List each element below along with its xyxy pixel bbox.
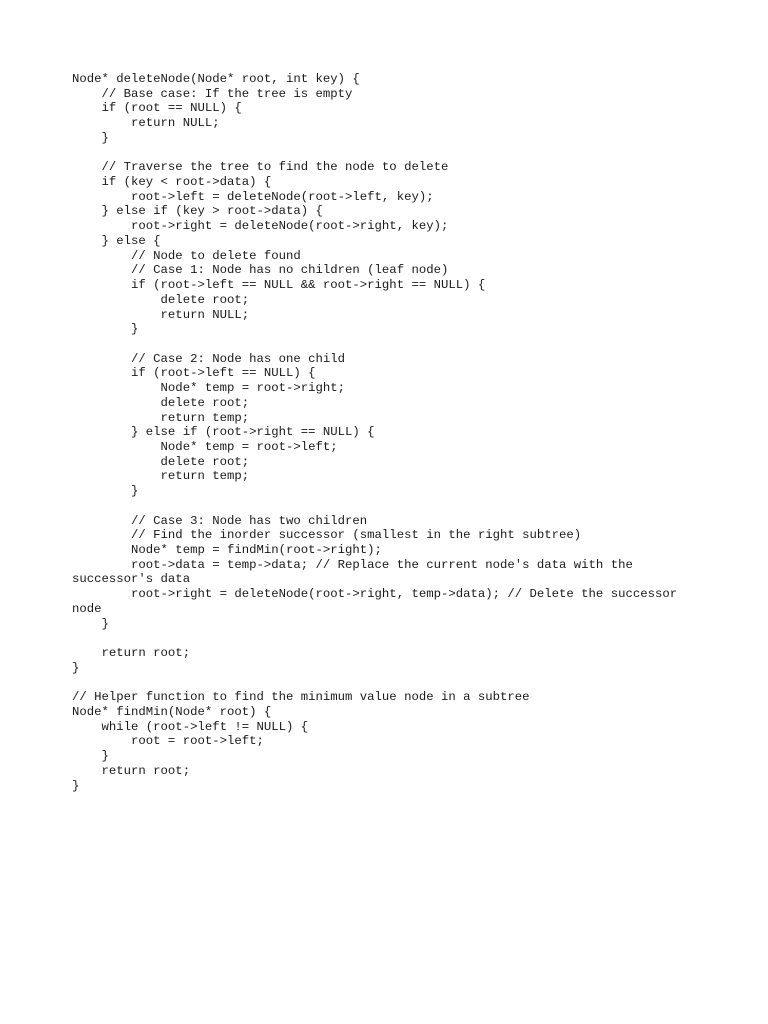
code-line: root->right = deleteNode(root->right, key);: [72, 219, 449, 234]
code-line: if (key < root->data) {: [72, 175, 272, 190]
code-line: // Base case: If the tree is empty: [72, 86, 353, 101]
code-line: delete root;: [72, 292, 250, 307]
code-line: if (root->left == NULL) {: [72, 366, 316, 381]
code-line: Node* deleteNode(Node* root, int key) {: [72, 72, 360, 86]
code-line: successor's data: [72, 572, 191, 587]
code-line: return temp;: [72, 469, 250, 484]
code-line: Node* temp = findMin(root->right);: [72, 543, 382, 557]
code-line: }: [72, 660, 80, 675]
code-line: [72, 675, 696, 690]
code-block: [72, 72, 696, 793]
code-line: [72, 499, 696, 514]
code-line: return NULL;: [72, 307, 250, 322]
code-line: // Helper function to find the minimum value node in a subtree: [72, 690, 530, 705]
code-line: [72, 631, 696, 646]
code-line: [72, 146, 696, 161]
code-line: return root;: [72, 646, 191, 661]
code-line: return NULL;: [72, 116, 220, 131]
code-line: Node* findMin(Node* root) {: [72, 704, 272, 719]
code-line: // Case 3: Node has two children: [72, 513, 368, 528]
code-line: } else {: [72, 233, 161, 248]
code-line: while (root->left != NULL) {: [72, 719, 309, 734]
code-line: }: [72, 749, 109, 764]
code-line: root->right = deleteNode(root->right, temp->data); // Delete the successor: [72, 587, 678, 602]
code-line: root->left = deleteNode(root->left, key);: [72, 189, 434, 204]
code-line: Node* temp = root->left;: [72, 439, 338, 454]
code-line: } else if (root->right == NULL) {: [72, 425, 375, 440]
code-line: return root;: [72, 763, 191, 778]
code-line: }: [72, 778, 80, 793]
code-line: [72, 337, 696, 352]
code-line: }: [72, 484, 139, 499]
code-line: // Case 1: Node has no children (leaf node): [72, 263, 449, 278]
code-line: delete root;: [72, 454, 250, 469]
code-line: }: [72, 322, 139, 337]
code-line: // Find the inorder successor (smallest in the right subtree): [72, 528, 582, 543]
code-line: root = root->left;: [72, 734, 264, 749]
code-line: if (root->left == NULL && root->right == NULL) {: [72, 278, 486, 293]
code-line: root->data = temp->data; // Replace the current node's data with the: [72, 557, 633, 572]
code-line: // Node to delete found: [72, 248, 301, 263]
code-line: }: [72, 130, 109, 145]
code-line: if (root == NULL) {: [72, 101, 242, 116]
code-line: } else if (key > root->data) {: [72, 204, 323, 219]
code-line: return temp;: [72, 410, 250, 425]
code-line: node: [72, 601, 102, 616]
code-line: }: [72, 616, 109, 631]
code-line: Node* temp = root->right;: [72, 381, 346, 396]
code-line: // Traverse the tree to find the node to delete: [72, 160, 449, 175]
code-line: delete root;: [72, 395, 250, 410]
code-line: // Case 2: Node has one child: [72, 351, 346, 366]
